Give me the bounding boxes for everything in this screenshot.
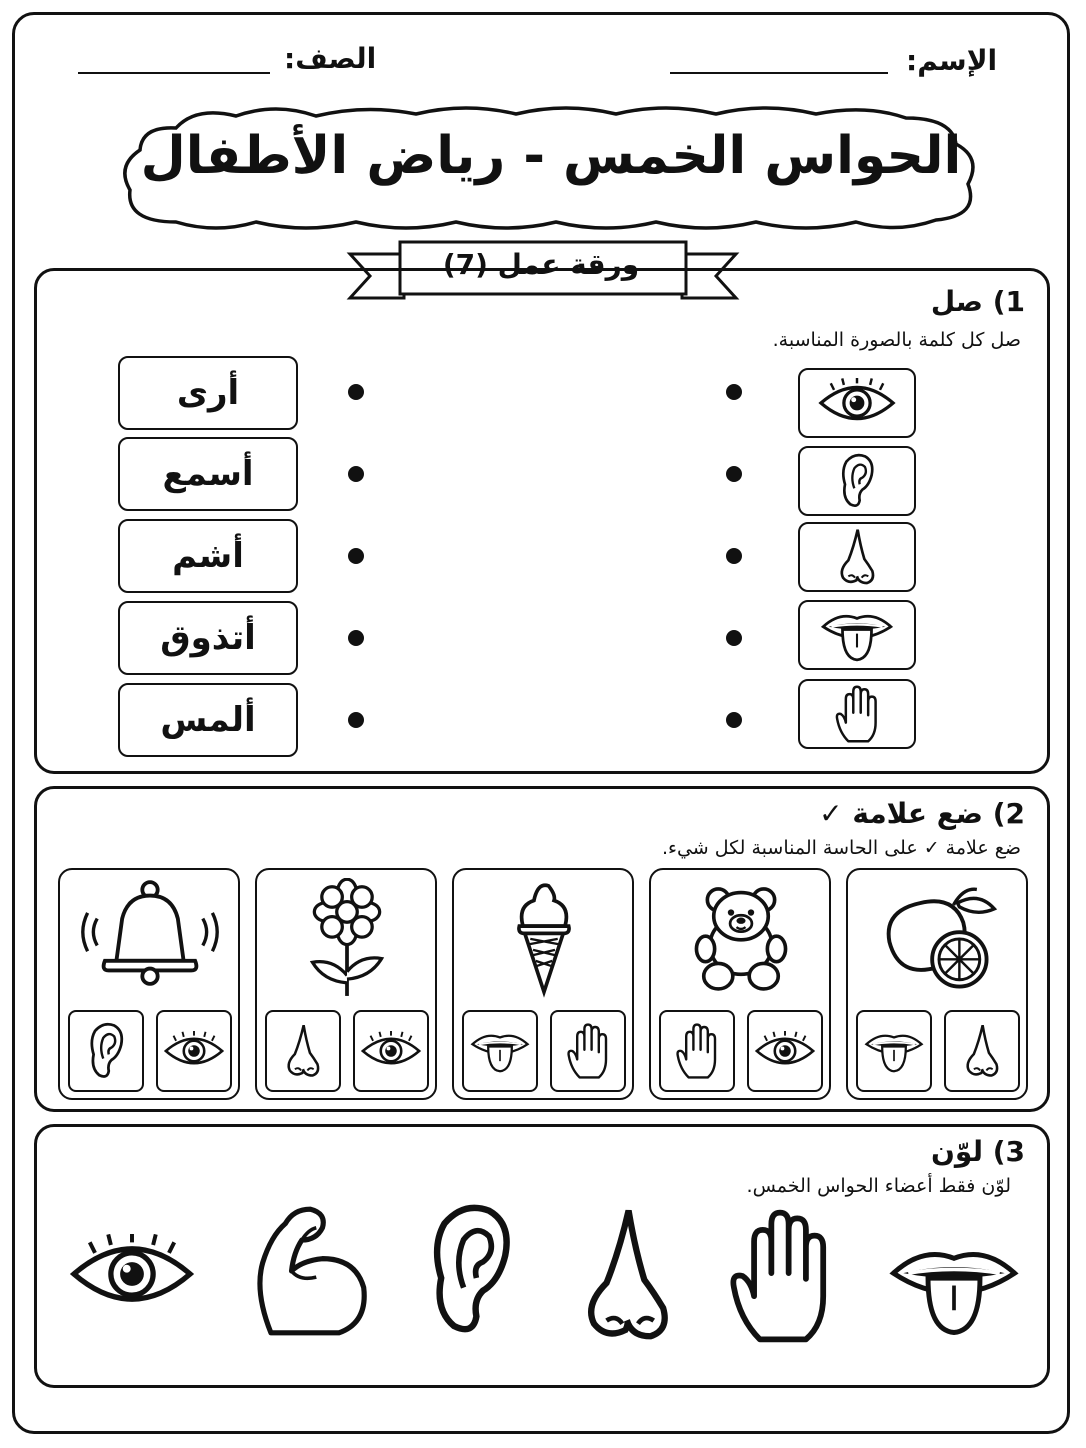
hand-icon[interactable] bbox=[722, 1204, 838, 1348]
option-eye[interactable] bbox=[353, 1010, 429, 1092]
section2-heading bbox=[819, 797, 1025, 830]
check-card-ice-cream bbox=[452, 868, 634, 1100]
picture-box-hand bbox=[798, 679, 916, 749]
ear-icon[interactable] bbox=[422, 1198, 518, 1342]
class-line[interactable] bbox=[78, 72, 270, 74]
tongue-icon bbox=[469, 1027, 531, 1075]
nose-icon[interactable] bbox=[572, 1204, 682, 1346]
eye-icon bbox=[816, 378, 898, 428]
class-label: الصف: bbox=[284, 42, 377, 75]
section1-number: 1) bbox=[992, 285, 1025, 318]
nose-icon bbox=[281, 1022, 325, 1080]
option-nose[interactable] bbox=[944, 1010, 1020, 1092]
match-dot-left[interactable] bbox=[348, 466, 364, 482]
section1-title: صل bbox=[930, 285, 983, 318]
match-dot-left[interactable] bbox=[348, 548, 364, 564]
picture-box-eye bbox=[798, 368, 916, 438]
option-tongue[interactable] bbox=[856, 1010, 932, 1092]
hand-icon bbox=[673, 1021, 721, 1081]
muscle-arm-icon[interactable] bbox=[240, 1198, 374, 1344]
option-hand[interactable] bbox=[550, 1010, 626, 1092]
word-see: أرى bbox=[118, 356, 298, 430]
match-dot-left[interactable] bbox=[348, 630, 364, 646]
flower-icon bbox=[305, 878, 389, 1000]
section1-heading bbox=[931, 285, 1025, 318]
word-touch: ألمس bbox=[118, 683, 298, 757]
eye-icon bbox=[162, 1031, 226, 1071]
page-title: الحواس الخمس - رياض الأطفال bbox=[140, 126, 962, 186]
hand-icon bbox=[564, 1021, 612, 1081]
bell-icon bbox=[78, 880, 222, 986]
eye-icon bbox=[753, 1031, 817, 1071]
nose-icon bbox=[833, 527, 881, 587]
eye-icon bbox=[359, 1031, 423, 1071]
check-card-teddy-bear bbox=[649, 868, 831, 1100]
option-eye[interactable] bbox=[156, 1010, 232, 1092]
option-eye[interactable] bbox=[747, 1010, 823, 1092]
option-ear[interactable] bbox=[68, 1010, 144, 1092]
tongue-icon bbox=[863, 1027, 925, 1075]
lemon-icon bbox=[870, 882, 1006, 992]
option-tongue[interactable] bbox=[462, 1010, 538, 1092]
picture-box-ear bbox=[798, 446, 916, 516]
picture-box-nose bbox=[798, 522, 916, 592]
name-label: الإسم: bbox=[906, 44, 998, 77]
section3-number: 3) bbox=[992, 1135, 1025, 1168]
match-dot-right[interactable] bbox=[726, 466, 742, 482]
match-dot-left[interactable] bbox=[348, 384, 364, 400]
tongue-icon[interactable] bbox=[886, 1232, 1022, 1344]
picture-box-tongue bbox=[798, 600, 916, 670]
tongue-icon bbox=[819, 607, 895, 663]
option-hand[interactable] bbox=[659, 1010, 735, 1092]
worksheet-subtitle: ورقة عمل (7) bbox=[442, 248, 640, 281]
teddy-bear-icon bbox=[691, 882, 791, 994]
ear-icon bbox=[835, 451, 879, 511]
section3-instruction: لوّن فقط أعضاء الحواس الخمس. bbox=[746, 1175, 1011, 1197]
check-card-lemon bbox=[846, 868, 1028, 1100]
section2-title: ضع علامة ✓ bbox=[819, 797, 983, 830]
hand-icon bbox=[832, 683, 882, 745]
check-card-bell bbox=[58, 868, 240, 1100]
word-smell: أشم bbox=[118, 519, 298, 593]
section3-heading bbox=[931, 1135, 1025, 1168]
match-dot-right[interactable] bbox=[726, 712, 742, 728]
word-taste: أتذوق bbox=[118, 601, 298, 675]
section3-title: لوّن bbox=[931, 1135, 983, 1168]
ear-icon bbox=[84, 1020, 128, 1082]
nose-icon bbox=[960, 1022, 1004, 1080]
eye-icon[interactable] bbox=[66, 1234, 198, 1314]
section2-instruction: ضع علامة ✓ على الحاسة المناسبة لكل شيء. bbox=[662, 837, 1021, 859]
name-line[interactable] bbox=[670, 72, 888, 74]
match-dot-right[interactable] bbox=[726, 384, 742, 400]
section1-instruction: صل كل كلمة بالصورة المناسبة. bbox=[772, 329, 1021, 351]
word-hear: أسمع bbox=[118, 437, 298, 511]
match-dot-right[interactable] bbox=[726, 548, 742, 564]
option-nose[interactable] bbox=[265, 1010, 341, 1092]
check-card-flower bbox=[255, 868, 437, 1100]
section2-number: 2) bbox=[992, 797, 1025, 830]
ice-cream-icon bbox=[512, 876, 576, 1000]
match-dot-left[interactable] bbox=[348, 712, 364, 728]
match-dot-right[interactable] bbox=[726, 630, 742, 646]
